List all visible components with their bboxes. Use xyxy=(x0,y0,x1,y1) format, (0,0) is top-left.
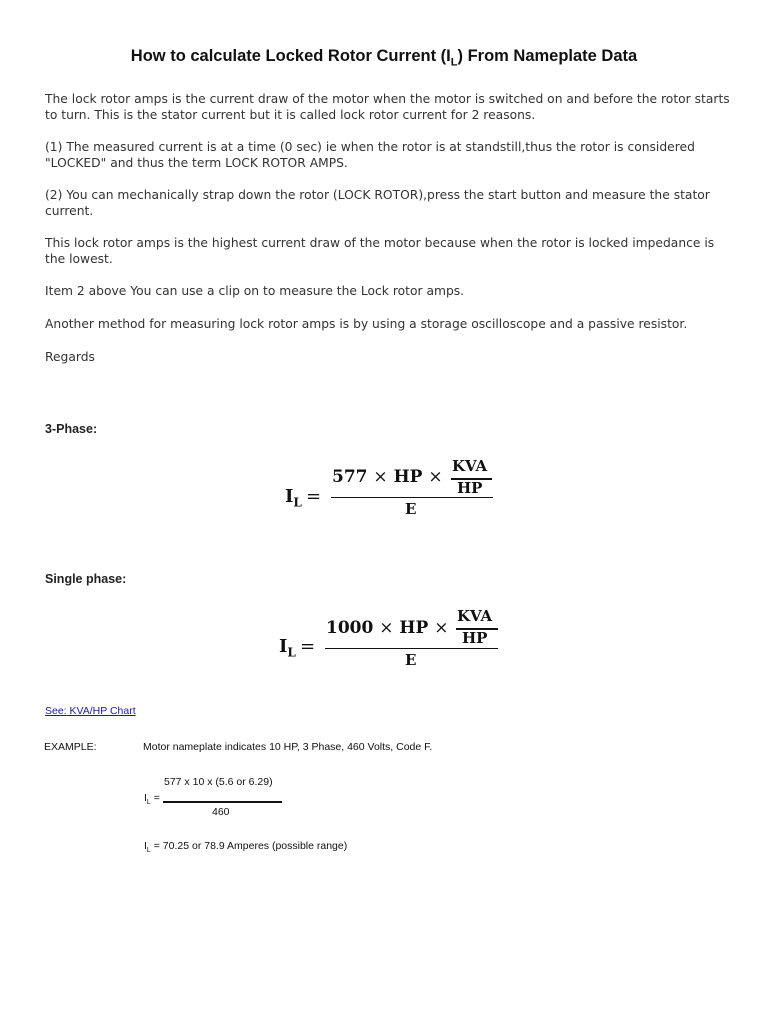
three-phase-heading: 3-Phase: xyxy=(45,422,98,436)
paragraph-highest-draw: This lock rotor amps is the highest current draw of the motor because when the rotor is locked impedance is the lowest. xyxy=(45,236,715,266)
example-numerator: 577 x 10 x (5.6 or 6.29) xyxy=(164,776,273,788)
paragraph-reason-2: (2) You can mechanically strap down the rotor (LOCK ROTOR),press the start button and measure the stator current. xyxy=(45,188,710,218)
paragraph-clip-on: Item 2 above You can use a clip on to measure the Lock rotor amps. xyxy=(45,284,465,298)
title-text: How to calculate Locked Rotor Current (I xyxy=(130,47,451,65)
formula-hp-den: HP xyxy=(457,479,483,497)
formula-fraction-bar xyxy=(331,497,493,498)
title-subscript: L xyxy=(450,56,458,69)
formula-numerator: 1000 × HP × xyxy=(326,618,449,638)
example-label: EXAMPLE: xyxy=(44,741,97,753)
formula-denominator: E xyxy=(405,651,417,669)
example-result: $I_L = 70.25$ or 78.9 Amperes (possible range) xyxy=(144,840,348,855)
formula-lhs: $I_L$ xyxy=(285,486,302,510)
formula-equals: = xyxy=(306,486,322,507)
paragraph-intro: The lock rotor amps is the current draw of the motor when the motor is switched on and before the rotor starts to turn. This is the stator current but it is called lock rotor current for 2 reasons. xyxy=(45,92,730,122)
example-lhs: $I_L$ = xyxy=(144,792,160,807)
example-denominator: 460 xyxy=(212,806,230,818)
formula-fraction-bar xyxy=(325,648,498,649)
formula-equals: = xyxy=(300,636,316,657)
formula-numerator: 577 × HP × xyxy=(332,467,443,487)
formula-kva: KVA xyxy=(457,607,493,625)
formula-lhs: $I_L$ xyxy=(279,636,296,660)
example-fraction-bar xyxy=(163,801,282,803)
formula-hp-den: HP xyxy=(462,629,488,647)
paragraph-regards: Regards xyxy=(45,350,95,364)
kva-hp-chart-link[interactable]: See: KVA/HP Chart xyxy=(45,705,136,717)
paragraph-reason-1: (1) The measured current is at a time (0 sec) ie when the rotor is at standstill,thus the rotor is considered "LOCKED" and thus the term LOCK ROTOR AMPS. xyxy=(45,140,695,170)
paragraph-oscilloscope: Another method for measuring lock rotor amps is by using a storage oscilloscope and a passive resistor. xyxy=(45,317,688,331)
single-phase-heading: Single phase: xyxy=(45,572,127,586)
example-description: Motor nameplate indicates 10 HP, 3 Phase, 460 Volts, Code F. xyxy=(143,741,433,753)
formula-denominator: E xyxy=(405,500,417,518)
page-title xyxy=(0,47,768,68)
formula-kva: KVA xyxy=(452,457,488,475)
title-text-end: ) From Nameplate Data xyxy=(457,47,638,65)
